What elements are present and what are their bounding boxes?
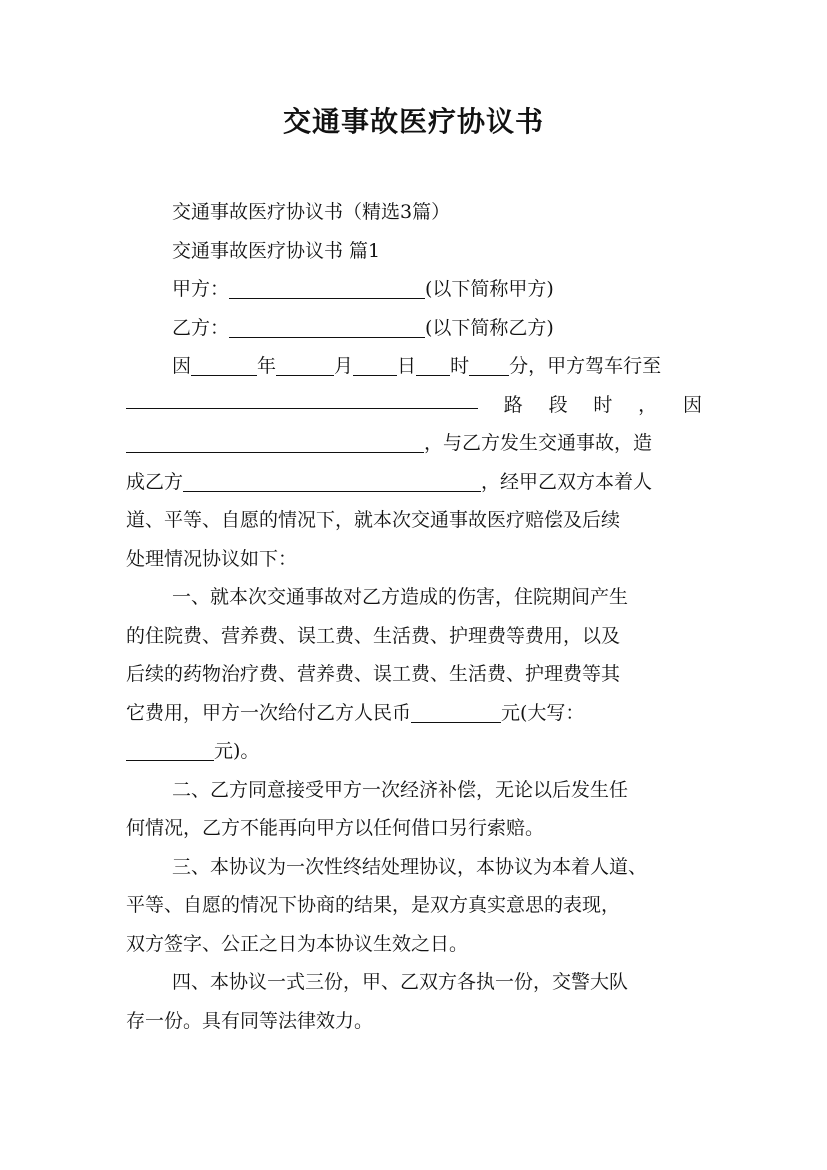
text-yin: 因 bbox=[172, 355, 192, 377]
road-section-line bbox=[126, 386, 702, 425]
text-hour: 时 bbox=[450, 355, 470, 377]
injury-prefix: 成乙方 bbox=[126, 470, 184, 493]
clause1-line2: 的住院费、营养费、误工费、生活费、护理费等费用，以及 bbox=[126, 624, 621, 647]
injury-blank bbox=[183, 469, 481, 492]
injury-suffix: ，经甲乙双方本着人 bbox=[481, 470, 653, 493]
clause2-line2: 何情况，乙方不能再向甲方以任何借口另行索赔。 bbox=[126, 817, 545, 839]
clause4-line2: 存一份。具有同等法律效力。 bbox=[126, 1009, 374, 1032]
injury-line bbox=[126, 463, 702, 502]
clause3-line1: 三、本协议为一次性终结处理协议，本协议为本着人道、 bbox=[172, 855, 648, 878]
section-heading: 交通事故医疗协议书 篇1 bbox=[172, 239, 381, 262]
amount-words-blank bbox=[126, 738, 214, 761]
road-char-3: 时 bbox=[593, 393, 613, 416]
clause1-line4 bbox=[126, 694, 702, 733]
party-b-line bbox=[126, 309, 702, 348]
party-b-blank bbox=[229, 315, 425, 338]
text-month: 月 bbox=[334, 355, 354, 377]
clause1-line3: 后续的药物治疗费、营养费、误工费、生活费、护理费等其 bbox=[126, 663, 621, 685]
party-b-label: 乙方： bbox=[172, 316, 230, 339]
clause2-line1: 二、乙方同意接受甲方一次经济补偿，无论以后发生任 bbox=[172, 778, 629, 801]
clause3-line3: 双方签字、公正之日为本协议生效之日。 bbox=[126, 932, 469, 955]
document-subtitle: 交通事故医疗协议书（精选3篇） bbox=[172, 201, 451, 223]
party-b-suffix: (以下简称乙方) bbox=[425, 316, 554, 339]
road-char-5: 因 bbox=[682, 393, 702, 416]
clause1-line5 bbox=[126, 732, 702, 771]
day-blank bbox=[353, 353, 397, 376]
payment-suffix: 元(大写： bbox=[501, 701, 585, 724]
payment-prefix: 它费用，甲方一次给付乙方人民币 bbox=[126, 701, 412, 724]
clause1-line1: 一、就本次交通事故对乙方造成的伤害，住院期间产生 bbox=[172, 586, 629, 608]
party-a-line bbox=[126, 270, 702, 309]
party-a-suffix: (以下简称甲方) bbox=[425, 278, 554, 300]
amount-blank bbox=[411, 700, 501, 723]
minute-blank bbox=[469, 353, 509, 376]
road-blank bbox=[126, 386, 478, 409]
year-blank bbox=[191, 353, 257, 376]
cause-blank bbox=[126, 430, 424, 453]
clause4-line1: 四、本协议一式三份，甲、乙双方各执一份，交警大队 bbox=[172, 971, 629, 993]
text-day: 日 bbox=[397, 355, 417, 377]
hour-blank bbox=[416, 353, 450, 376]
text-minute: 分，甲方驾车行至 bbox=[509, 355, 662, 377]
party-a-label: 甲方： bbox=[172, 278, 230, 300]
accident-time-line bbox=[126, 347, 702, 386]
document-body bbox=[126, 193, 702, 1040]
text-year: 年 bbox=[257, 355, 277, 377]
road-char-4: ， bbox=[638, 393, 658, 416]
amount-words-suffix: 元)。 bbox=[214, 740, 260, 762]
month-blank bbox=[276, 353, 334, 376]
agreement-intro-line: 处理情况协议如下： bbox=[126, 547, 298, 570]
principle-line: 道、平等、自愿的情况下，就本次交通事故医疗赔偿及后续 bbox=[126, 509, 621, 531]
clause3-line2: 平等、自愿的情况下协商的结果，是双方真实意思的表现， bbox=[126, 894, 621, 916]
document-title: 交通事故医疗协议书 bbox=[282, 105, 544, 138]
road-char-1: 路 bbox=[503, 393, 523, 416]
collision-text: ，与乙方发生交通事故，造 bbox=[424, 432, 653, 454]
party-a-blank bbox=[229, 276, 425, 299]
collision-line bbox=[126, 424, 702, 463]
road-char-2: 段 bbox=[548, 393, 568, 416]
